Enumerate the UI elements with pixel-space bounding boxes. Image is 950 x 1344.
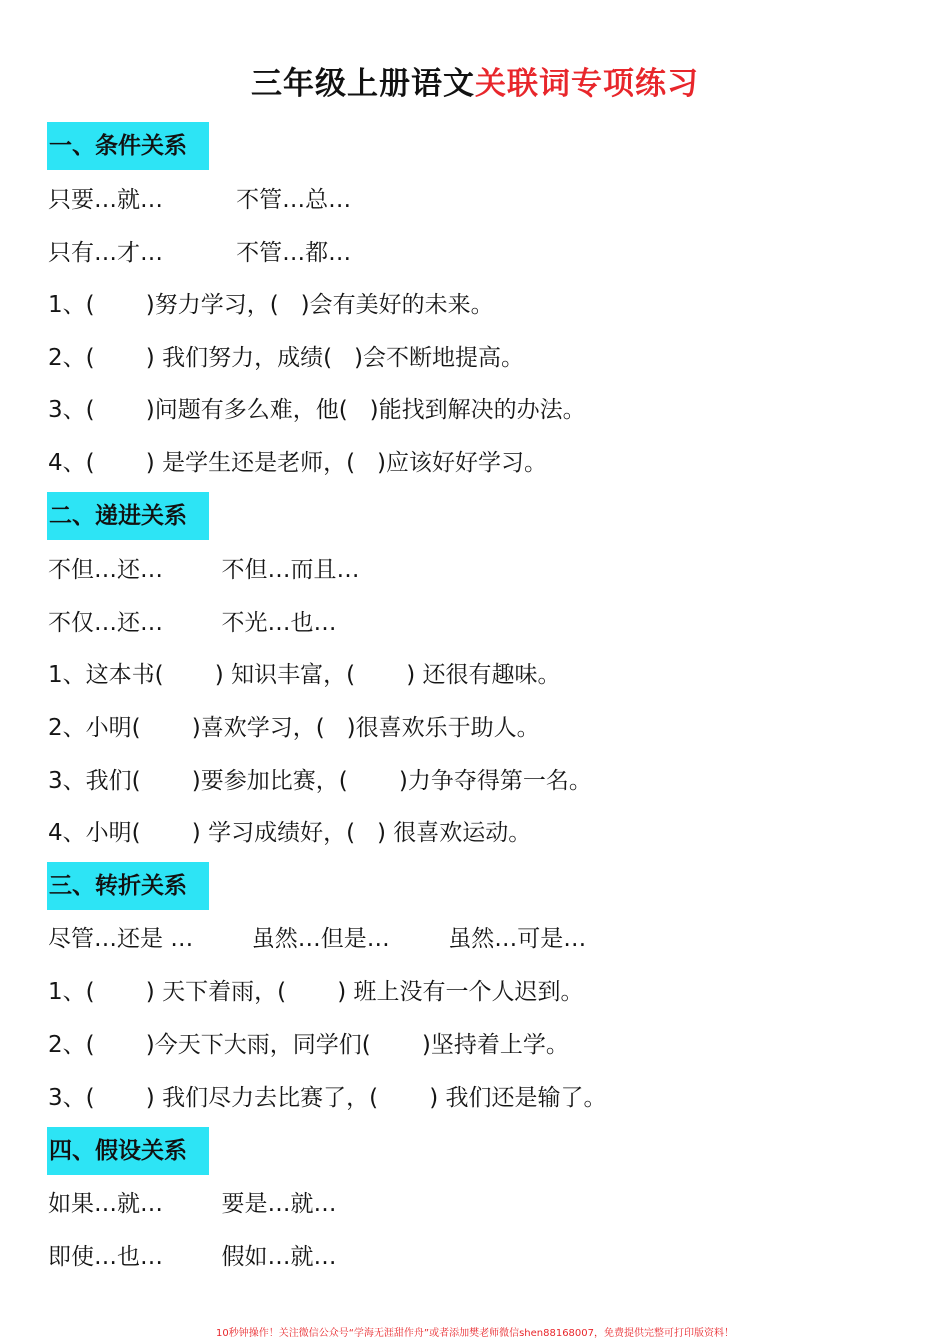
- page-title-main: 三年级上册语文: [251, 66, 475, 102]
- section-heading-progressive: 二、递进关系: [47, 492, 209, 540]
- word-pair-line: 不仅…还… 不光…也…: [48, 610, 337, 636]
- exercise-line: 3、我们( )要参加比赛，( )力争夺得第一名。: [48, 768, 592, 794]
- word-pair-line: 只有…才… 不管…都…: [48, 240, 352, 266]
- footer-note: 10秒钟操作！关注微信公众号“学海无涯甜作舟”或者添加樊老师微信shen88168007，免费提供完整可打印版资料！: [215, 1328, 735, 1339]
- exercise-line: 2、( )今天下大雨，同学们( )坚持着上学。: [48, 1032, 569, 1058]
- section-heading-hypothesis: 四、假设关系: [47, 1127, 209, 1175]
- word-pair-line: 如果…就… 要是…就…: [48, 1191, 337, 1217]
- exercise-line: 1、( )努力学习，( )会有美好的未来。: [48, 292, 494, 318]
- exercise-line: 4、( ) 是学生还是老师，( )应该好好学习。: [48, 450, 547, 476]
- exercise-line: 2、( ) 我们努力，成绩( )会不断地提高。: [48, 345, 524, 371]
- exercise-line: 2、小明( )喜欢学习，( )很喜欢乐于助人。: [48, 715, 540, 741]
- exercise-line: 1、这本书( ) 知识丰富，( ) 还很有趣味。: [48, 662, 561, 688]
- page-title: [0, 62, 950, 106]
- exercise-line: 3、( ) 我们尽力去比赛了，( ) 我们还是输了。: [48, 1085, 607, 1111]
- exercise-line: 4、小明( ) 学习成绩好，( ) 很喜欢运动。: [48, 820, 532, 846]
- word-pair-line: 只要…就… 不管…总…: [48, 187, 352, 213]
- exercise-line: 3、( )问题有多么难，他( )能找到解决的办法。: [48, 397, 586, 423]
- section-heading-condition: 一、条件关系: [47, 122, 209, 170]
- word-pair-line: 尽管…还是 … 虽然…但是… 虽然…可是…: [48, 926, 587, 952]
- exercise-line: 1、( ) 天下着雨，( ) 班上没有一个人迟到。: [48, 979, 584, 1005]
- word-pair-line: 不但…还… 不但…而且…: [48, 557, 360, 583]
- section-heading-contrast: 三、转折关系: [47, 862, 209, 910]
- word-pair-line: 即使…也… 假如…就…: [48, 1244, 337, 1270]
- page-title-highlight: 关联词专项练习: [475, 66, 699, 102]
